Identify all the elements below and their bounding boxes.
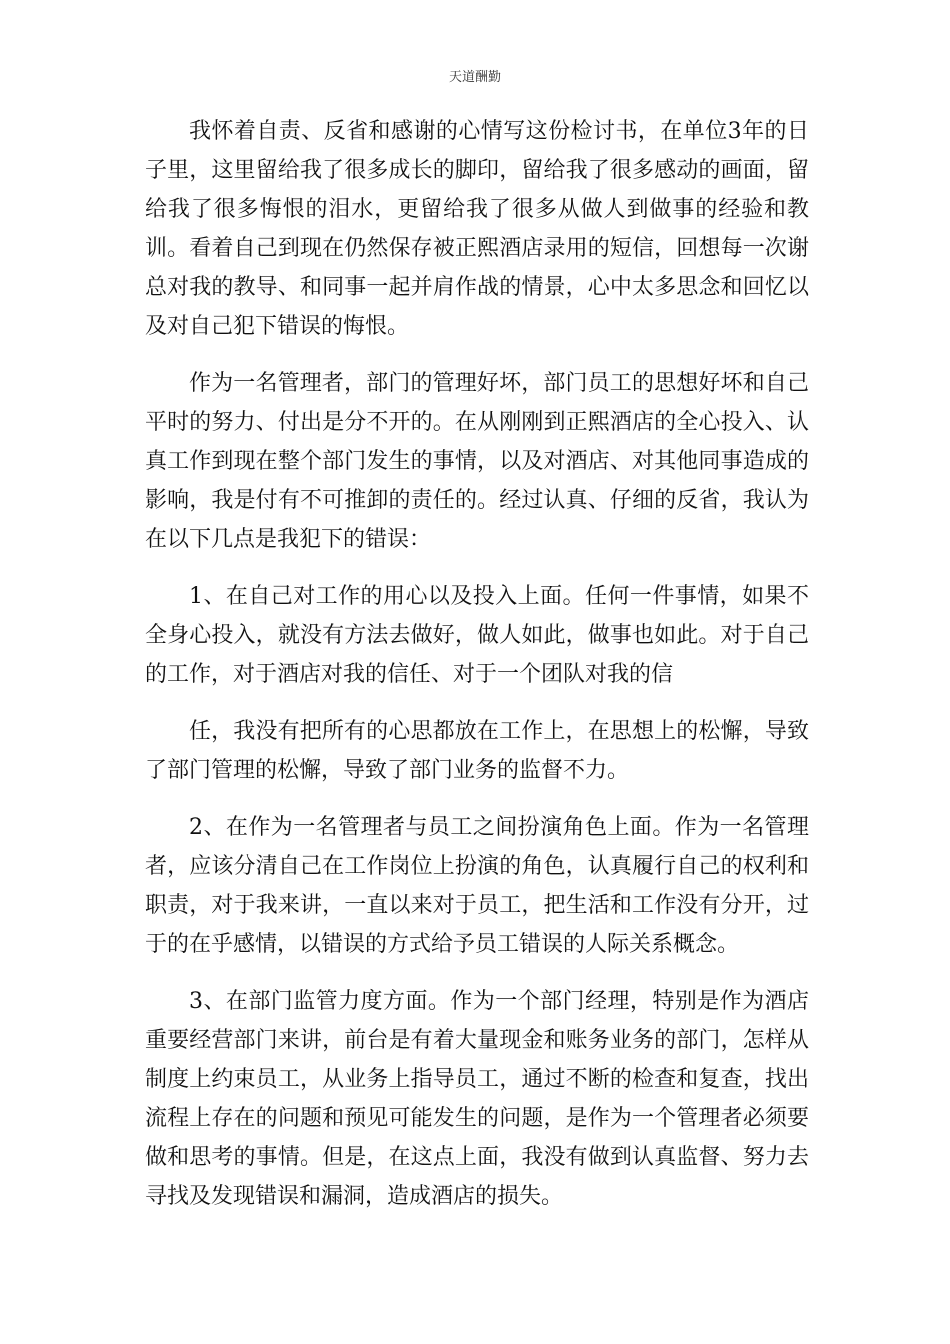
- paragraph-point-1: 1、在自己对工作的用心以及投入上面。任何一件事情，如果不全身心投入，就没有方法去做好，做人如此，做事也如此。对于自己的工作，对于酒店对我的信任、对于一个团队对我的信: [145, 584, 809, 687]
- page-header: 天道酬勤: [448, 70, 501, 85]
- paragraph-manager-role: 作为一名管理者，部门的管理好坏，部门员工的思想好坏和自己平时的努力、付出是分不开的。在从刚刚到正熙酒店的全心投入、认真工作到现在整个部门发生的事情，以及对酒店、对其他同事造成的影响，我是付有不可推卸的责任的。经过认真、仔细的反省，我认为在以下几点是我犯下的错误：: [145, 371, 809, 552]
- document-body: [145, 112, 809, 1234]
- paragraph-intro: 我怀着自责、反省和感谢的心情写这份检讨书，在单位3年的日子里，这里留给我了很多成长的脚印，留给我了很多感动的画面，留给我了很多悔恨的泪水，更留给我了很多从做人到做事的经验和教训。看着自己到现在仍然保存被正熙酒店录用的短信，回想每一次谢总对我的教导、和同事一起并肩作战的情景，心中太多思念和回忆以及对自己犯下错误的悔恨。: [145, 119, 809, 339]
- paragraph-point-1-continued: 任，我没有把所有的心思都放在工作上，在思想上的松懈，导致了部门管理的松懈，导致了部门业务的监督不力。: [145, 719, 809, 783]
- paragraph-point-2: 2、在作为一名管理者与员工之间扮演角色上面。作为一名管理者，应该分清自己在工作岗位上扮演的角色，认真履行自己的权利和职责，对于我来讲，一直以来对于员工，把生活和工作没有分开，过于的在乎感情，以错误的方式给予员工错误的人际关系概念。: [145, 815, 809, 957]
- paragraph-point-3: 3、在部门监管力度方面。作为一个部门经理，特别是作为酒店重要经营部门来讲，前台是有着大量现金和账务业务的部门，怎样从制度上约束员工，从业务上指导员工，通过不断的检查和复查，找出流程上存在的问题和预见可能发生的问题，是作为一个管理者必须要做和思考的事情。但是，在这点上面，我没有做到认真监督、努力去寻找及发现错误和漏洞，造成酒店的损失。: [145, 989, 809, 1209]
